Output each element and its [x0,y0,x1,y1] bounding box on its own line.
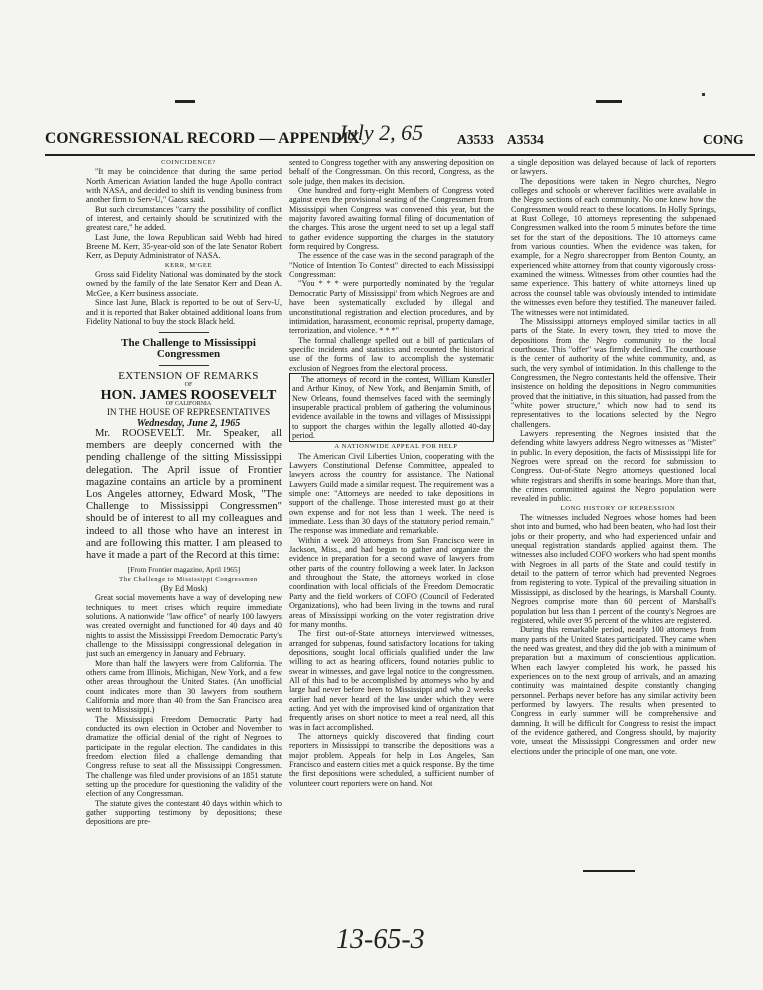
source-line: [From Frontier magazine, April 1965] [127,565,241,575]
page-number-left: A3533 [457,132,494,147]
subhead-coincidence: COINCIDENCE? [161,159,216,166]
boxed-paragraph: The attorneys of record in the contest, William Kunstler and Arthur Kinoy, of New York, and Benjamin Smith, of New Orleans, found themselves faced with the seemingly insuperable practical problem of gathering the voluminous evidence available in the towns and villages of Mississippi to support the charges within the legally allotted 40-day period. [289,373,494,442]
paragraph: The depositions were taken in Negro churches, Negro colleges and schools or wherever facilities were available in the Negro sections of each community. No one knew how the Congressmen would react to these locations. In Holly Springs, at Rust College, 10 attorneys representing the subpenaed Congressmen walked into the room 5 minutes before the time set for the start of the depositions. The 10 attorneys came from various counties. When the evidence was taken, for example, for a Negro sharecropper from Benton County, an experienced white attorney from that county vigorously cross-examined the witness. Witnesses from other counties had the same experience. This battery of white attorneys lined up across the counsel table was obviously intended to intimidate the witnesses even before they testified. The maneuver failed. The witnesses were not intimidated. [511,176,716,317]
speech-date: Wednesday, June 2, 1965 [136,417,241,429]
extension-heading: EXTENSION OF REMARKS [118,369,259,382]
page-header [45,120,755,154]
divider [159,365,209,366]
of-label: OF [184,382,193,389]
paragraph: The first out-of-State attorneys interviewed witnesses, arranged for subpenas, found satisfactory locations for taking depositions, sought local officials qualified under the law willing to act as hearing officers, found notaries public to swear in witnesses, and gave legal notice to the congressmen. All of this had to be accomplished by attorneys who by and large had never before been to Mississippi and who 2 weeks earlier had never heard of the law under which they were acting. And yet with the improvised kind of organization that frequently arises on short notice to meet a real need, all this was in fact accomplished. [289,629,494,732]
paragraph: The American Civil Liberties Union, cooperating with the Lawyers Constitutional Defense Committee, appealed to lawyers across the country for assistance. The National Lawyers Guild made a similar request. The requirement was a simple one: "Attorneys are needed to take depositions in support of the challenge. Those interested must go at their own expense and for not less than 1 week. The need is immediate. Less than 30 days of the statutory period remain." The response was immediate and remarkable. [289,451,494,536]
paragraph: "It may be coincidence that during the same period North American Aviation landed the huge Apollo contract with NASA, and decided to shift its vending business from another firm to Serv-U," Gaoss said. [86,167,282,205]
page-number-right: A3534 [507,132,544,147]
paragraph: The Mississippi attorneys employed similar tactics in all parts of the State. In every town, they tried to move the depositions from the Negro community to the local courthouse. This "offer" was firmly declined. The courthouse is the center of authority of the white community, and, as such, the very symbol of intimidation. In this challenge to the Congressmen, the Negro contestants held the offensive. Their insistence on holding the depositions in Negro communities proved that the initiative, in this situation, had passed from the "white power structure," which now had to send its representatives to the locations selected by the Negro challengers. [511,316,716,429]
paragraph: Within a week 20 attorneys from San Francisco were in Jackson, Miss., and had begun to gather and organize the evidence in preparation for a second wave of lawyers from other parts of the country following a week later. In Jackson and throughout the State, the attorneys worked in close coordination with local officials of the Freedom Democratic Party and the field workers of COFO (Council of Federated Organizations), who had been living in the towns and rural areas of Mississippi working on the voter registration drive for many months. [289,535,494,629]
column-3 [511,158,716,858]
paragraph: The witnesses included Negroes whose homes had been shot into and burned, who had been beaten, who had lost their jobs or their property, and who had experienced unfair and unequal registration standards applied against them. The witnesses also included COFO workers who had spent months with Negroes in all parts of the State and could testify in detail to the pattern of terror which had prevented Negroes from registering to vote. Typical of the prevailing situation in Mississippi, as disclosed by the hearings, is Marshall County. Negroes comprise more than 60 percent of Marshall's population but less than 1 percent of the county's Negroes are registered, while over 95 percent of the whites are registered. [511,513,716,625]
paragraph: a single deposition was delayed because of lack of reporters or lawyers. [511,158,716,177]
speech-text: Mr. ROOSEVELT. Mr. Speaker, all members are deeply concerned with the pending challenge of the sitting Mississippi delegation. The April issue of Frontier magazine contains an article by a prominent Los Angeles attorney, Edward Mosk, "The Challenge to Mississippi Congressmen" should be of interest to all my colleagues and indeed to all those who have an interest in and are following this matter. I am pleased to have it made a part of the Record at this time: [86,427,282,561]
subhead-appeal: A NATIONWIDE APPEAL FOR HELP [334,443,458,451]
redaction-mark-right [596,100,622,103]
handwritten-date: July 2, 65 [337,120,424,145]
subhead-kerr: KERR, M'GEE [164,261,213,269]
redaction-mark-left [175,100,195,103]
header-rule [45,154,755,156]
handwritten-file-code: 13-65-3 [336,924,425,955]
column-1 [86,158,282,900]
column-2 [289,158,494,888]
paragraph: Last June, the Iowa Republican said Webb had hired Breene M. Kerr, 35-year-old son of the late Senator Robert Kerr, as Deputy Administrator of NASA. [86,232,282,261]
header-title: CONGRESSIONAL RECORD — APPENDIX [45,130,360,147]
quoted-paragraph: "You * * * were purportedly nominated by the 'regular Democratic Party of Mississippi' from which Negroes are and have been systematically excluded by illegal and unconstitutional registration and election procedures, and by intimidation, harassment, economic reprisal, property damage, terrorization, and violence. * * *" [289,279,494,336]
paragraph: Great social movements have a way of developing new techniques to meet crises which require immediate solutions. A nationwide "law office" of nearly 100 lawyers was created overnight and functioned for 40 days and 40 nights to assist the Mississippi Freedom Democratic Party's challenge to the Mississippi congressional delegation in just such an emergency in January and February. [86,593,282,659]
paragraph: Gross said Fidelity National was dominated by the stock owned by the family of the late Senator Kerr and Dean A. McGee, a Kerr business associate. [86,270,282,298]
paragraph: The formal challenge spelled out a bill of particulars of specific incidents and statistics and recounted the historical use of the forms of law to accomplish the systematic exclusion of Negroes from the electoral process. [289,335,494,373]
house-label: IN THE HOUSE OF REPRESENTATIVES [106,408,271,419]
paragraph: During this remarkable period, nearly 100 attorneys from many parts of the United States participated. They came when the need was greatest, and they did the job with a minimum of preparation but a maximum of conscientious application. When each lawyer completed his work, he passed his experiences on to the next group of arrivals, and an amazing continuity was maintained despite constantly changing personnel. Perhaps never before has any similar activity been performed by lawyers. The results when presented to Congress in early summer will be comprehensive and damning. It will be difficult for Congress to resist the impact of the evidence gathered, and Congress should, by majority vote, unseat the Mississippi Congressmen and order new elections under the principle of one man, one vote. [511,625,716,756]
paragraph: sented to Congress together with any answering deposition on behalf of the Congressman. On this record, Congress, as the sole judge, then makes its decision. [289,158,494,186]
paragraph: Lawyers representing the Negroes insisted that the defending white lawyers address Negro witnesses as "Mister" in public. In every deposition, the facts of Mississippi life for Negroes were spread on the record for submission to Congress. Out-of-State Negro attorneys questioned local white registrars and sheriffs in some hearings. More than that, the crimes committed against the Negro population were revealed in public. [511,428,716,504]
paragraph: Since last June, Black is reported to be out of Serv-U, and it is reported that Baker obtained additional loans from Fidelity National to buy the stock Black held. [86,298,282,326]
paragraph: The essence of the case was in the second paragraph of the "Notice of Intention To Contest" directed to each Mississippi Congressman: [289,251,494,280]
divider [159,332,209,333]
subhead-repression: LONG HISTORY OF REPRESSION [560,504,676,512]
article-title-line1: The Challenge to Mississippi [121,337,256,350]
member-name: HON. JAMES ROOSEVELT [100,387,277,403]
article-title-line2: Congressmen [156,347,221,360]
stray-mark [702,93,705,96]
paragraph: But such circumstances "carry the possibility of conflict of interest, and certainly should be scrutinized with the greatest care," he added. [86,204,282,233]
paragraph: More than half the lawyers were from California. The others came from Illinois, Michigan, New York, and a few other areas throughout the United States. (An unofficial count indicates more than 30 lawyers from southern California and more than 40 from the San Francisco area went to Mississippi.) [86,658,282,715]
header-title-right: CONG [703,132,744,147]
paragraph: The statute gives the contestant 40 days within which to gather supporting testimony by depositions; these depositions are pre- [86,798,282,827]
member-state: OF CALIFORNIA [165,400,212,407]
paragraph: The Mississippi Freedom Democratic Party had conducted its own election in October and November to dramatize the official denial of the right of Negroes to participate in the regular election. The candidates in this freedom election filed a challenge demanding that Congress refuse to seat all the Mississippi Congressmen. The challenge was filed under provisions of an 1851 statute setting up the procedure for questioning the validity of the election of any Congressman. [86,714,282,799]
paragraph: One hundred and forty-eight Members of Congress voted against even the provisional seating of the Congressmen from Mississippi when Congress was convened this year, but the majority favored awaiting formal filing of documentation of the charges. This arose the urgent need to set up a legal staff to gather evidence supporting the charges in the statutory form required by Congress. [289,186,494,252]
article-subtitle: The Challenge to Mississippi Congressmen [119,575,258,583]
end-rule [583,870,635,872]
byline: (By Ed Mosk) [160,583,208,593]
paragraph: The attorneys quickly discovered that finding court reporters in Mississippi to transcribe the depositions was a major problem. Appeals for help in Los Angeles, San Francisco and eastern cities met a quick response. By the time the first depositions were scheduled, a sufficient number of volunteer court reporters were on hand. Not [289,731,494,788]
